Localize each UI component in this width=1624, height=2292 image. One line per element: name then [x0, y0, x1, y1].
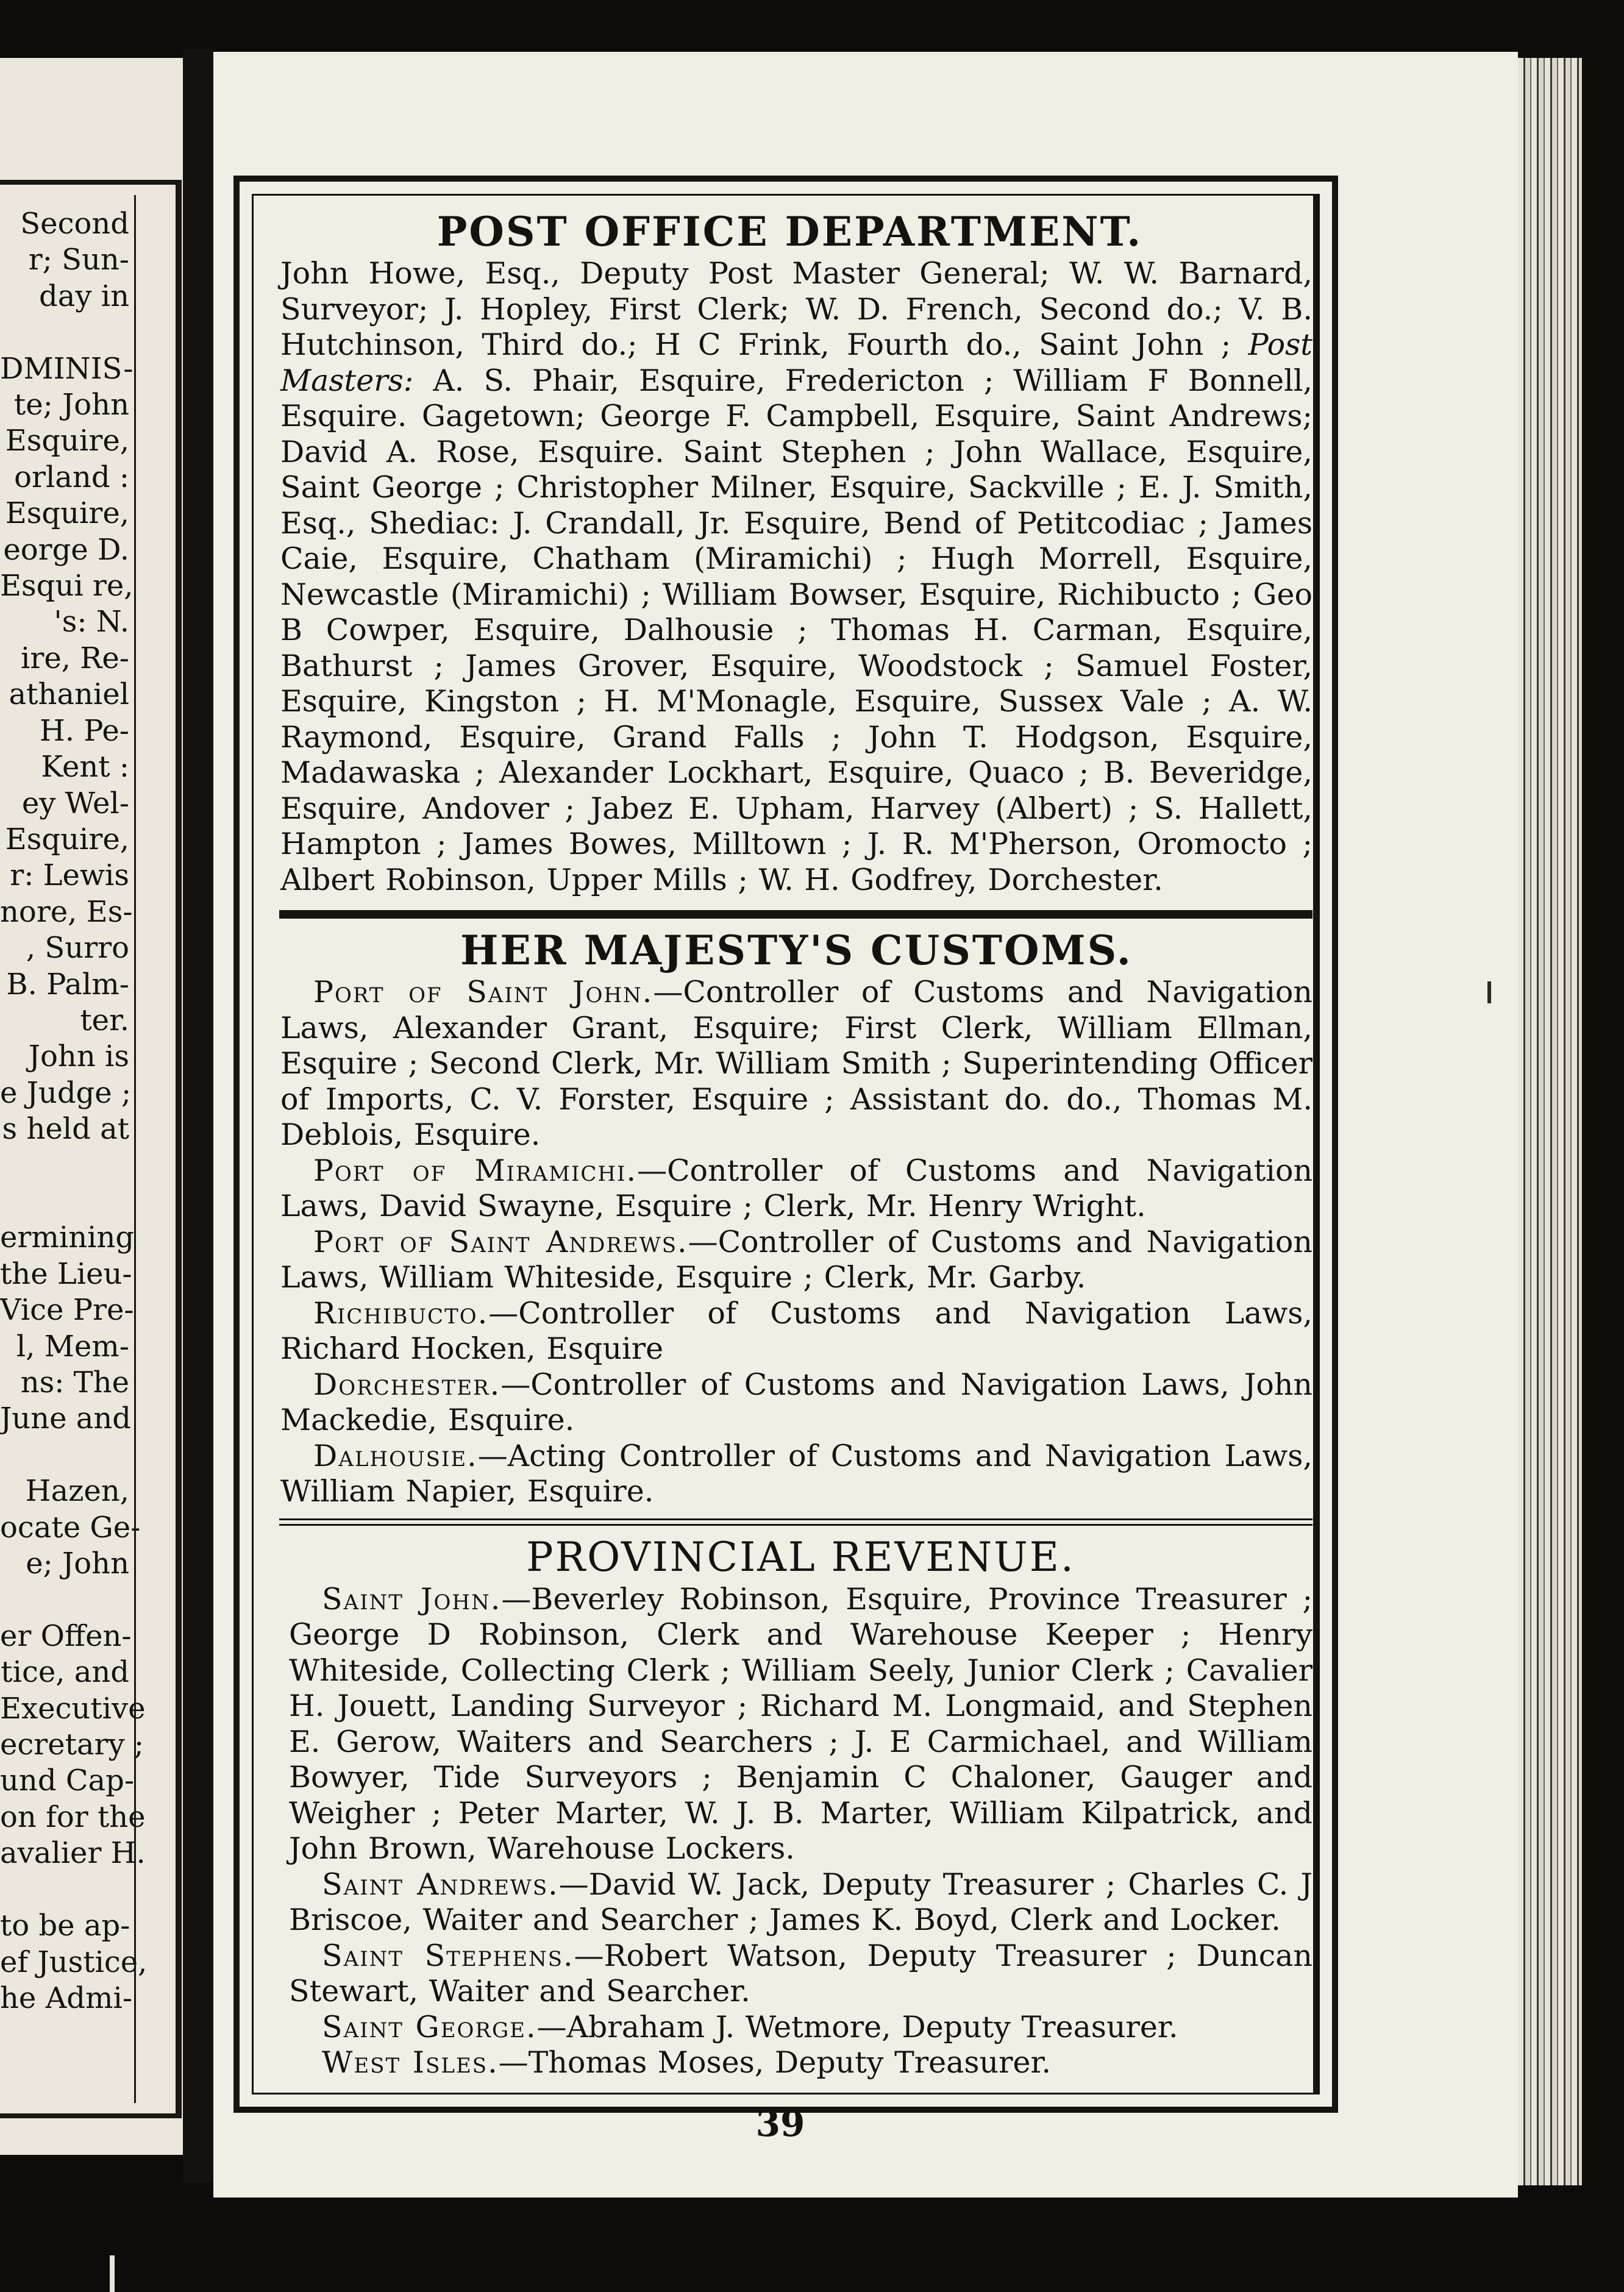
revenue-entry-label: Saint George. — [322, 2009, 537, 2045]
customs-entry-label: Dorchester. — [313, 1367, 501, 1402]
left-page-line: und Cap- — [0, 1763, 135, 1798]
left-page-line: tice, and — [1, 1655, 129, 1690]
customs-section — [267, 926, 1312, 1510]
revenue-entry-text: —Beverley Robinson, Esquire, Province Treasurer ; George D Robinson, Clerk and Warehouse Keeper ; Henry Whiteside, Collecting Clerk ; William Seely, Junior Clerk ; Cavalier H. Jouett, Landing Surveyor ; Richard M. Longmaid, and Stephen E. Gerow, Waiters and Searchers ; J. E Carmichael, and William Bowyer, Tide Surveyors ; Benjamin C Chaloner, Gauger and Weigher ; Peter Marter, W. J. B. Marter, William Kilpatrick, and John Brown, Warehouse Lockers. — [289, 1581, 1312, 1866]
left-page-line: te; John — [13, 388, 129, 422]
post-masters-label: Post Masters: — [280, 327, 1312, 398]
left-page-line: ire, Re- — [21, 641, 129, 675]
revenue-entry-text: —Abraham J. Wetmore, Deputy Treasurer. — [536, 2009, 1178, 2045]
post-office-section — [267, 207, 1312, 898]
left-page-line — [0, 1148, 129, 1184]
left-facing-page — [0, 58, 183, 2155]
left-page-line: Vice Pre- — [0, 1293, 134, 1328]
revenue-entry — [289, 2045, 1312, 2081]
revenue-entry — [289, 1938, 1312, 2010]
left-page-line: Esquire, — [5, 424, 129, 458]
left-page-line: June and — [0, 1401, 131, 1436]
customs-entry-label: Richibucto. — [313, 1295, 489, 1331]
left-page-line — [0, 1872, 129, 1908]
left-page-line: Esquire, — [5, 496, 129, 531]
left-page-line: l, Mem- — [16, 1329, 129, 1364]
left-page-line: John is — [28, 1039, 129, 1074]
left-page-line: B. Palm- — [6, 967, 129, 1002]
customs-entry — [280, 1225, 1312, 1296]
left-page-line: athaniel — [9, 677, 129, 712]
customs-entry — [280, 1296, 1312, 1367]
customs-entry-label: Dalhousie. — [313, 1438, 478, 1473]
left-page-line: e Judge ; — [0, 1075, 132, 1110]
page-edges — [1518, 58, 1582, 2185]
left-page-line: ter. — [80, 1003, 129, 1037]
left-page-line: to be ap- — [0, 1909, 130, 1943]
revenue-heading: PROVINCIAL REVENUE. — [526, 1533, 1075, 1581]
page-number: 39 — [755, 2103, 805, 2144]
customs-entry-label: Port of Miramichi. — [313, 1153, 638, 1188]
revenue-entry-text: —Thomas Moses, Deputy Treasurer. — [498, 2045, 1052, 2080]
left-page-line: ermining — [0, 1220, 135, 1255]
left-page-line: ef Justice, — [0, 1945, 148, 1979]
left-page-line: , Surro — [26, 931, 129, 966]
left-page-line: e; John — [26, 1546, 129, 1581]
revenue-entry — [289, 2010, 1312, 2046]
bottom-mark — [110, 2255, 115, 2292]
left-page-line: orland : — [14, 460, 129, 494]
left-page-line: Executive — [0, 1691, 146, 1726]
left-page-line: Esqui re, — [0, 569, 134, 603]
revenue-entry-label: Saint John. — [322, 1581, 502, 1617]
customs-entry — [280, 1439, 1312, 1510]
left-page-line: ocate Ge- — [0, 1510, 141, 1545]
customs-entry-text: —Controller of Customs and Navigation Laws, David Swayne, Esquire ; Clerk, Mr. Henry Wright. — [280, 1153, 1312, 1223]
left-page-line — [0, 315, 129, 351]
section-divider-double — [279, 1518, 1312, 1526]
left-page-line: eorge D. — [3, 532, 129, 567]
left-page-line — [0, 1184, 129, 1220]
revenue-entry-text: —Robert Watson, Deputy Treasurer ; Duncan Stewart, Waiter and Searcher. — [289, 1938, 1312, 2009]
left-page-line: avalier H. — [0, 1836, 146, 1871]
customs-entry — [280, 1367, 1312, 1439]
customs-entry — [280, 975, 1312, 1153]
revenue-entry — [289, 1582, 1312, 1867]
revenue-entry — [289, 1867, 1312, 1938]
left-page-line: ns: The — [20, 1365, 129, 1400]
book-gutter — [183, 49, 213, 2182]
left-page-line — [0, 1582, 129, 1618]
customs-entry-label: Port of Saint John. — [313, 975, 654, 1009]
customs-entry-label: Port of Saint Andrews. — [313, 1224, 688, 1259]
customs-heading: HER MAJESTY'S CUSTOMS. — [460, 927, 1133, 974]
left-page-line: Second — [20, 207, 129, 241]
post-office-heading: POST OFFICE DEPARTMENT. — [436, 208, 1143, 255]
section-divider-thick — [279, 910, 1312, 919]
post-office-paragraph — [267, 256, 1312, 898]
revenue-entry-text: —David W. Jack, Deputy Treasurer ; Charles C. J Briscoe, Waiter and Searcher ; James K. Boyd, Clerk and Locker. — [289, 1867, 1312, 1937]
left-page-line: er Offen- — [0, 1618, 132, 1653]
post-office-text-a: John Howe, Esq., Deputy Post Master General; W. W. Barnard, Surveyor; J. Hopley, First Clerk; W. D. French, Second do.; V. B. Hutchinson, Third do.; H C Frink, Fourth do., Saint John ; — [280, 256, 1312, 362]
customs-entries — [280, 975, 1312, 1510]
customs-entry-text: —Controller of Customs and Navigation Laws, William Whiteside, Esquire ; Clerk, Mr. Garby. — [280, 1224, 1312, 1295]
left-page-line: day in — [39, 279, 129, 313]
left-page-line — [0, 1437, 129, 1473]
left-page-line: 's: N. — [54, 605, 129, 639]
post-office-text-c: A. S. Phair, Esquire, Fredericton ; William F Bonnell, Esquire. Gagetown; George F. Campbell, Esquire, Saint Andrews; David A. Rose, Esquire. Saint Stephen ; John Wallace, Esquire, Saint George ; Christopher Milner, Esquire, Sackville ; E. J. Smith, Esq., Shediac: J. Crandall, Jr. Esquire, Bend of Petitcodiac ; James Caie, Esquire, Chatham (Miramichi) ; Hugh Morrell, Esquire, Newcastle (Miramichi) ; William Bowser, Esquire, Richibucto ; Geo B Cowper, Esquire, Dalhousie ; Thomas H. Carman, Esquire, Bathurst ; James Grover, Esquire, Woodstock ; Samuel Foster, Esquire, Kingston ; H. M'Monagle, Esquire, Sussex Vale ; A. W. Raymond, Esquire, Grand Falls ; John T. Hodgson, Esquire, Madawaska ; Alexander Lockhart, Esquire, Quaco ; B. Beveridge, Esquire, Andover ; Jabez E. Upham, Harvey (Albert) ; S. Hallett, Hampton ; James Bowes, Milltown ; J. R. M'Pherson, Oromocto ; Albert Robinson, Upper Mills ; W. H. Godfrey, Dorchester. — [280, 363, 1312, 897]
customs-entry-text: —Controller of Customs and Navigation Laws, John Mackedie, Esquire. — [280, 1367, 1312, 1437]
left-page-line: Kent : — [41, 750, 129, 785]
left-page-line: Esquire, — [5, 822, 129, 856]
margin-mark — [1487, 981, 1491, 1003]
left-page-line: nore, Es- — [0, 894, 133, 929]
left-page-line: he Admi- — [0, 1981, 133, 2015]
customs-entry-text: —Controller of Customs and Navigation Laws, Richard Hocken, Esquire — [280, 1295, 1312, 1366]
revenue-section — [267, 1533, 1312, 2081]
left-page-line: H. Pe- — [39, 713, 129, 748]
revenue-entry-label: Saint Stephens. — [322, 1938, 574, 1973]
left-page-line: on for the — [0, 1799, 146, 1834]
left-page-line: r; Sun- — [28, 243, 129, 277]
revenue-entries — [289, 1582, 1312, 2081]
left-page-line: the Lieu- — [0, 1256, 132, 1291]
left-page-line: ecretary ; — [0, 1728, 144, 1762]
revenue-entry-label: Saint Andrews. — [322, 1867, 559, 1902]
left-page-line: DMINIS- — [0, 351, 134, 386]
page-content — [267, 207, 1312, 2081]
customs-entry-text: —Controller of Customs and Navigation Laws, Alexander Grant, Esquire; First Clerk, William Ellman, Esquire ; Second Clerk, Mr. William Smith ; Superintending Officer of Imports, C. V. Forster, Esquire ; Assistant do. do., Thomas M. Deblois, Esquire. — [280, 975, 1312, 1152]
revenue-entry-label: West Isles. — [322, 2045, 499, 2080]
customs-entry-text: —Acting Controller of Customs and Navigation Laws, William Napier, Esquire. — [280, 1438, 1312, 1509]
customs-entry — [280, 1153, 1312, 1225]
left-page-line: ey Wel- — [21, 786, 129, 820]
left-page-text-column — [0, 206, 148, 2016]
left-page-line: s held at — [2, 1112, 129, 1147]
left-page-line: Hazen, — [25, 1474, 129, 1509]
left-page-line: r: Lewis — [10, 858, 129, 893]
